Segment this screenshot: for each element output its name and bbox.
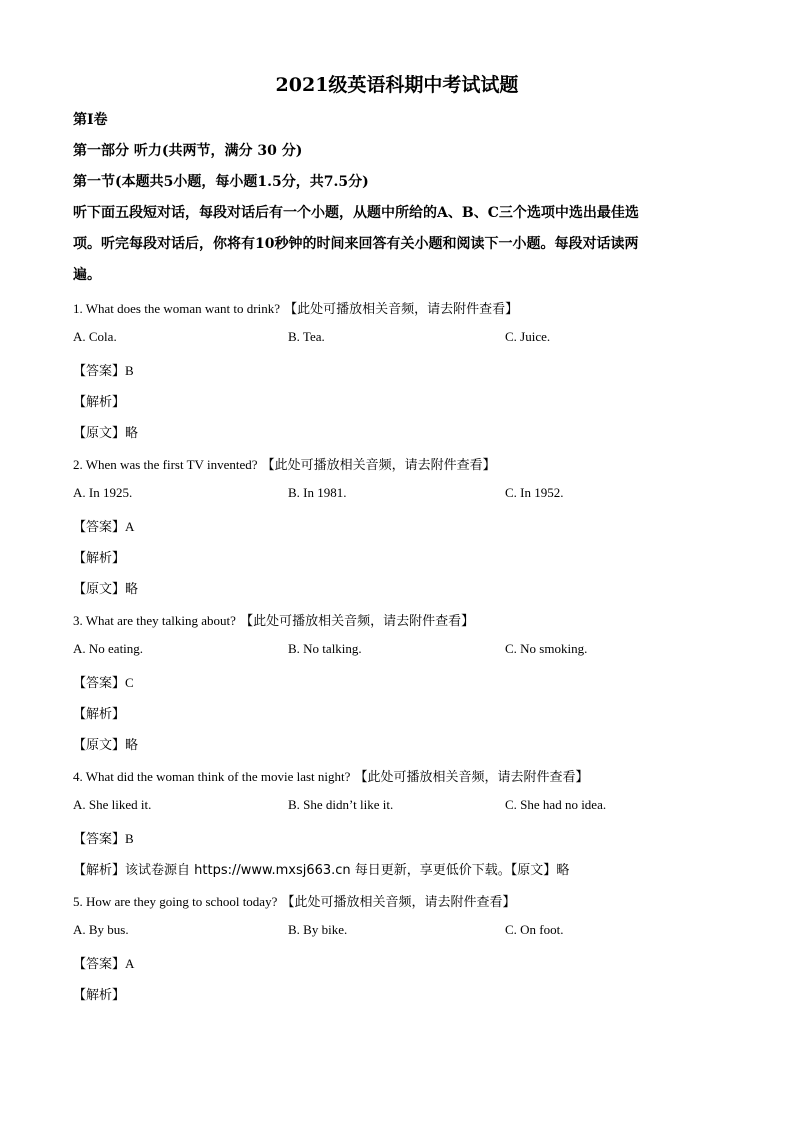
original-value: 略: [556, 863, 570, 878]
question-1-option-a: A. Cola.: [73, 329, 117, 344]
original-label: 【原文】: [510, 863, 557, 878]
original-value: 略: [125, 426, 139, 441]
analysis-label: 【解析】: [73, 395, 126, 410]
question-2-stem: [73, 454, 496, 473]
audio-note: 【此处可播放相关音频，请去附件查看】: [280, 302, 519, 317]
question-stem-text: 2. When was the first TV invented?: [73, 457, 258, 472]
question-1-option-b: B. Tea.: [288, 329, 325, 344]
volume-heading: 第I卷: [73, 112, 108, 128]
question-5-analysis: [73, 984, 125, 1003]
question-3-answer: [73, 672, 134, 691]
question-5-option-b: B. By bike.: [288, 922, 348, 937]
analysis-label: 【解析】: [73, 863, 126, 878]
question-2-answer: [73, 516, 134, 535]
question-1-option-c: C. Juice.: [505, 329, 551, 344]
answer-value: C: [125, 675, 134, 690]
audio-note: 【此处可播放相关音频，请去附件查看】: [277, 895, 516, 910]
question-3-analysis: [73, 703, 125, 722]
answer-value: A: [125, 956, 135, 971]
question-3-option-a: A. No eating.: [73, 641, 144, 656]
original-label: 【原文】: [73, 582, 126, 597]
question-5-stem: [73, 891, 515, 910]
question-4-option-b: B. She didn’t like it.: [288, 797, 394, 812]
question-1-stem: [73, 298, 518, 317]
instructions-line-3: 遍。: [73, 267, 101, 283]
part-heading: 第一部分 听力(共两节，满分 30 分): [73, 143, 303, 159]
answer-value: A: [125, 519, 135, 534]
original-value: 略: [125, 738, 139, 753]
question-stem-text: 5. How are they going to school today?: [73, 894, 278, 909]
page-title: 2021级英语科期中考试试题: [275, 74, 519, 96]
original-label: 【原文】: [73, 738, 126, 753]
question-3-original: [73, 734, 138, 753]
question-1-analysis: [73, 391, 125, 410]
question-1-answer: [73, 360, 134, 379]
answer-value: B: [125, 363, 134, 378]
instructions-line-1: 听下面五段短对话，每段对话后有一个小题，从题中所给的A、B、C三个选项中选出最佳选: [73, 205, 639, 221]
question-2-option-b: B. In 1981.: [288, 485, 347, 500]
question-4-option-c: C. She had no idea.: [505, 797, 607, 812]
analysis-label: 【解析】: [73, 551, 126, 566]
instructions-line-2: 项。听完每段对话后，你将有10秒钟的时间来回答有关小题和阅读下一小题。每段对话读两: [73, 236, 639, 252]
question-stem-text: 3. What are they talking about?: [73, 613, 236, 628]
analysis-label: 【解析】: [73, 707, 126, 722]
question-stem-text: 4. What did the woman think of the movie last night?: [73, 769, 351, 784]
question-2-analysis: [73, 547, 125, 566]
question-4-answer: [73, 828, 134, 847]
question-3-stem: [73, 610, 474, 629]
original-label: 【原文】: [73, 426, 126, 441]
answer-value: B: [125, 831, 134, 846]
audio-note: 【此处可播放相关音频，请去附件查看】: [257, 458, 496, 473]
question-4-stem: [73, 766, 589, 785]
answer-label: 【答案】: [73, 520, 126, 535]
question-4-option-a: A. She liked it.: [73, 797, 152, 812]
audio-note: 【此处可播放相关音频，请去附件查看】: [235, 614, 475, 629]
question-3-option-c: C. No smoking.: [505, 641, 588, 656]
analysis-value: 该试卷源自 https://www.mxsj663.cn 每日更新，享更低价下载。: [125, 863, 511, 878]
analysis-label: 【解析】: [73, 988, 126, 1003]
question-3-option-b: B. No talking.: [288, 641, 362, 656]
question-4-analysis: [73, 859, 569, 878]
answer-label: 【答案】: [73, 832, 126, 847]
audio-note: 【此处可播放相关音频，请去附件查看】: [350, 770, 589, 785]
question-2-option-a: A. In 1925.: [73, 485, 133, 500]
answer-label: 【答案】: [73, 676, 126, 691]
answer-label: 【答案】: [73, 364, 126, 379]
question-5-option-c: C. On foot.: [505, 922, 564, 937]
answer-label: 【答案】: [73, 957, 126, 972]
question-5-option-a: A. By bus.: [73, 922, 129, 937]
original-value: 略: [125, 582, 139, 597]
question-5-answer: [73, 953, 134, 972]
question-1-original: [73, 422, 138, 441]
section-heading: 第一节(本题共5小题，每小题1.5分，共7.5分): [73, 174, 369, 190]
question-2-original: [73, 578, 138, 597]
question-2-option-c: C. In 1952.: [505, 485, 564, 500]
question-stem-text: 1. What does the woman want to drink?: [73, 301, 280, 316]
